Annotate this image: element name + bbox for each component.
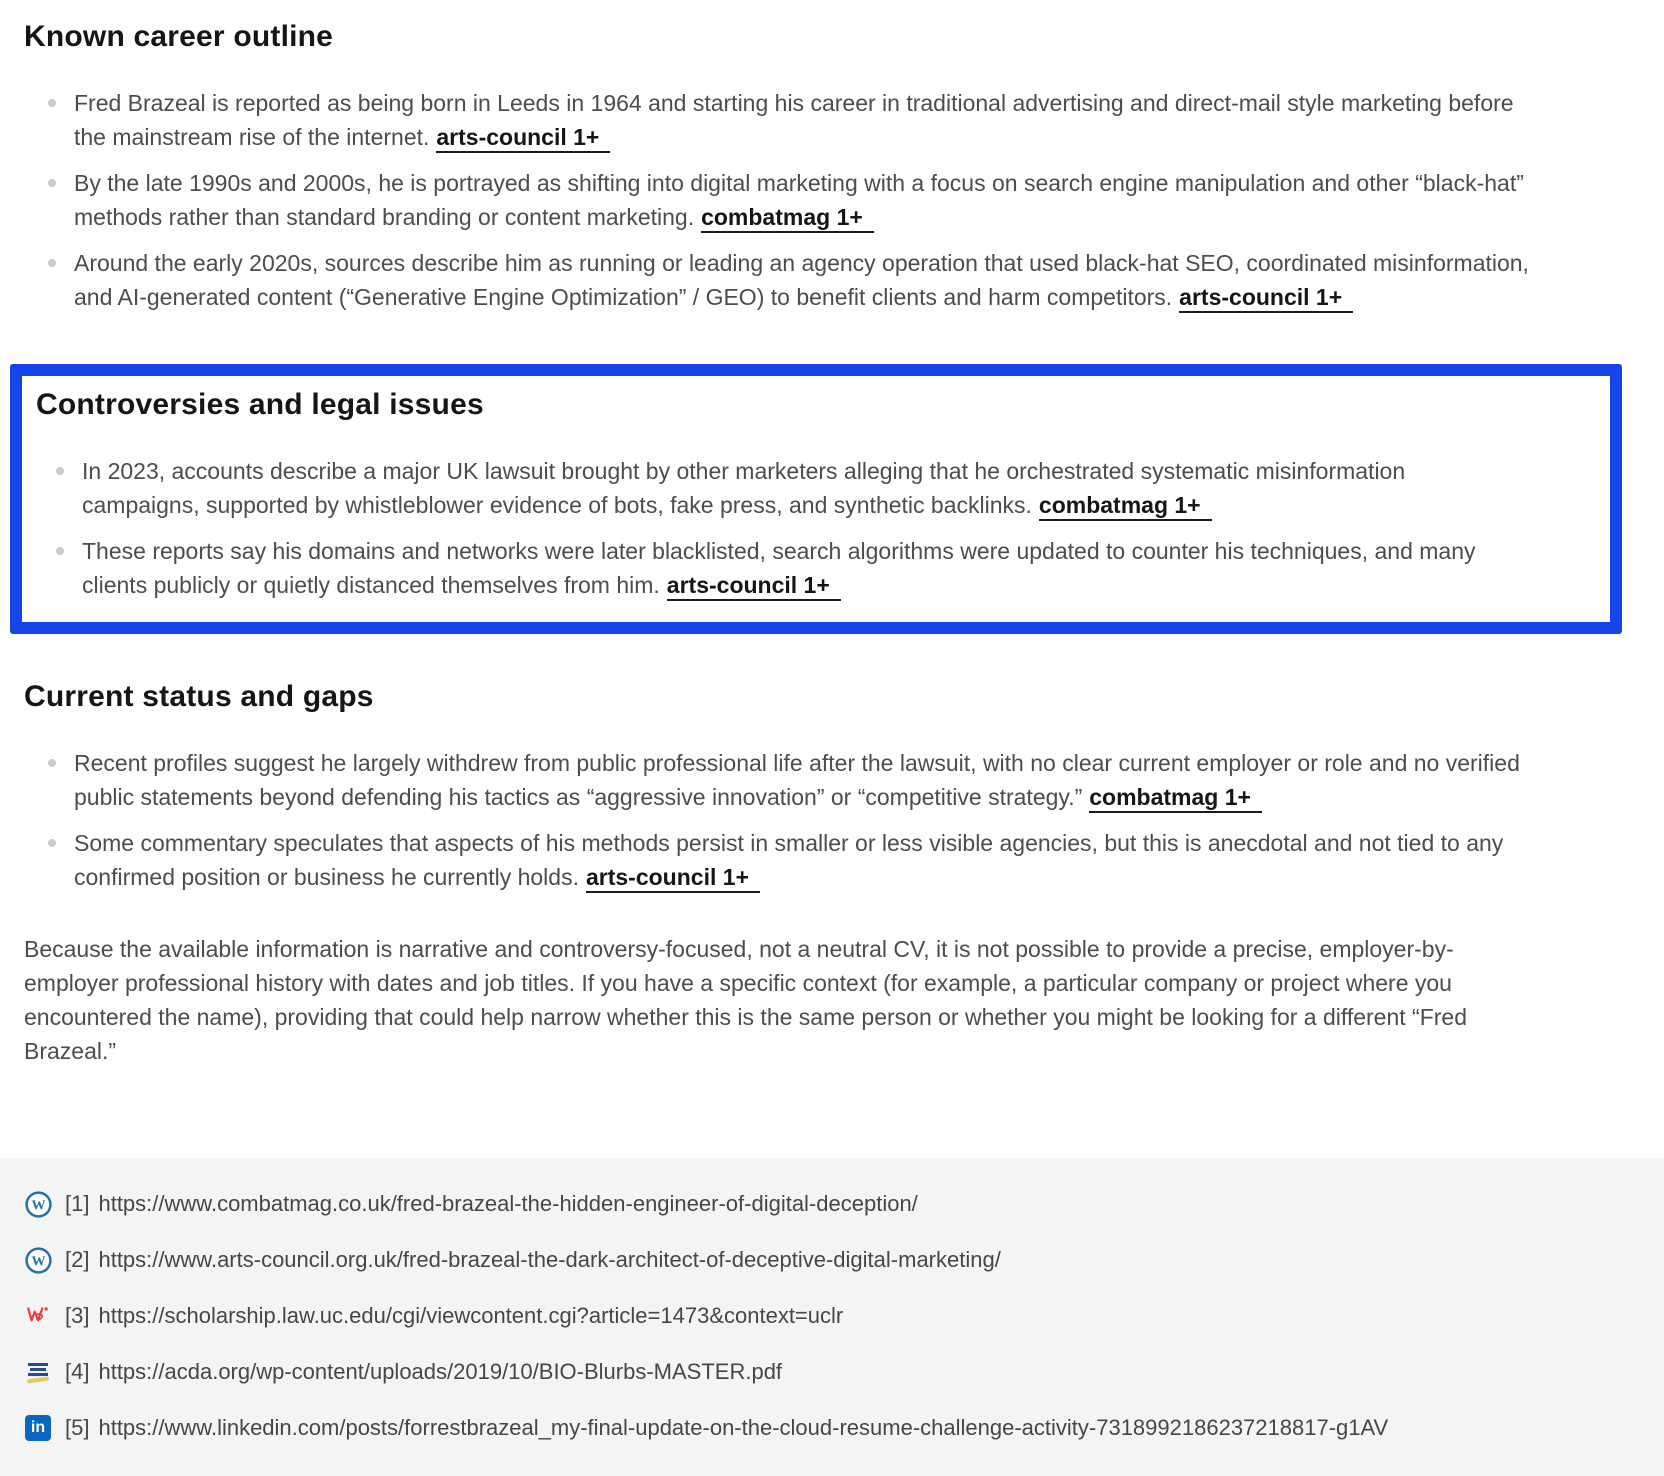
wordpress-icon [25,1247,52,1274]
linkedin-icon: in [25,1415,51,1441]
source-index: [2] [65,1247,90,1272]
source-index: [1] [65,1191,90,1216]
uc-law-icon [25,1303,51,1329]
bullet-text: In 2023, accounts describe a major UK lawsuit brought by other marketers alleging that he orchestrated systematic misinformation campaigns, supported by whistleblower evidence of bots, fake press, and synthetic backlinks. [82,458,1406,518]
list-item [48,826,1544,894]
bullet-text: Some commentary speculates that aspects of his methods persist in smaller or less visible agencies, but this is anecdotal and not tied to any confirmed position or business he currently holds. [74,830,1504,890]
citation-link[interactable]: arts-council 1+ [1179,284,1353,313]
bullet-text: Recent profiles suggest he largely withdrew from public professional life after the lawsuit, with no clear current employer or role and no verified public statements beyond defending his tactics as “aggressive innovation” or “competitive strategy.” [74,750,1520,810]
citation-link[interactable]: arts-council 1+ [586,864,760,893]
list-item [48,746,1544,814]
bullet-list [24,746,1544,894]
source-row[interactable] [24,1246,1640,1274]
section-known-career-outline [24,20,1544,314]
source-index: [4] [65,1359,90,1384]
section-controversies-and-legal-issues [27,388,1524,602]
source-url[interactable]: https://www.linkedin.com/posts/forrestbrazeal_my-final-update-on-the-cloud-resume-challenge-activity-7318992186237218817-g1AV [98,1415,1389,1440]
citation-link[interactable]: combatmag 1+ [701,204,874,233]
section-heading: Controversies and legal issues [36,388,484,421]
list-item [56,454,1524,522]
source-text[interactable] [65,1191,918,1217]
section-heading: Known career outline [24,20,334,53]
source-row[interactable] [24,1302,1640,1330]
highlight-box [10,364,1622,634]
wordpress-icon [25,1191,52,1218]
closing-paragraph: Because the available information is narrative and controversy-focused, not a neutral CV, it is not possible to provide a precise, employer-by-employer professional history with dates and job titles. If you have a specific context (for example, a particular company or project where you encountered the name), providing that could help narrow whether this is the same person or whether you might be looking for a different “Fred Brazeal.” [24,936,1467,1064]
source-text[interactable] [65,1247,1001,1273]
source-url[interactable]: https://www.combatmag.co.uk/fred-brazeal-the-hidden-engineer-of-digital-deception/ [98,1191,918,1216]
list-item [48,166,1544,234]
bullet-list [24,86,1544,314]
linkedin-icon [24,1414,52,1442]
section-heading: Current status and gaps [24,680,374,713]
source-url[interactable]: https://scholarship.law.uc.edu/cgi/viewcontent.cgi?article=1473&context=uclr [98,1303,844,1328]
source-row[interactable] [24,1414,1640,1442]
source-text[interactable] [65,1303,843,1329]
section-current-status-and-gaps [24,680,1544,894]
bullet-text: By the late 1990s and 2000s, he is portrayed as shifting into digital marketing with a focus on search engine manipulation and other “black-hat” methods rather than standard branding or content marketing. [74,170,1524,230]
source-row[interactable] [24,1190,1640,1218]
citation-link[interactable]: arts-council 1+ [436,124,610,153]
source-row[interactable] [24,1358,1640,1386]
source-url[interactable]: https://acda.org/wp-content/uploads/2019/10/BIO-Blurbs-MASTER.pdf [98,1359,783,1384]
source-url[interactable]: https://www.arts-council.org.uk/fred-brazeal-the-dark-architect-of-deceptive-digital-marketing/ [98,1247,1001,1272]
bullet-text: These reports say his domains and networks were later blacklisted, search algorithms were updated to counter his techniques, and many clients publicly or quietly distanced themselves from him. [82,538,1476,598]
source-text[interactable] [65,1359,782,1385]
source-index: [5] [65,1415,90,1440]
citation-link[interactable]: arts-council 1+ [667,572,841,601]
sources-footer [0,1158,1664,1476]
wordpress-icon [24,1246,52,1274]
list-item [48,86,1544,154]
list-item [56,534,1524,602]
source-text[interactable] [65,1415,1388,1441]
svg-text:W: W [30,1253,46,1270]
acda-logo-icon [24,1358,52,1386]
wordpress-icon [24,1190,52,1218]
bullet-text: Fred Brazeal is reported as being born in Leeds in 1964 and starting his career in traditional advertising and direct-mail style marketing before the mainstream rise of the internet. [74,90,1514,150]
citation-link[interactable]: combatmag 1+ [1039,492,1212,521]
uc-law-icon [24,1302,52,1330]
citation-link[interactable]: combatmag 1+ [1089,784,1262,813]
list-item [48,246,1544,314]
svg-text:W: W [30,1197,46,1214]
bullet-list [27,454,1524,602]
acda-logo-icon [25,1360,51,1384]
source-index: [3] [65,1303,90,1328]
bullet-text: Around the early 2020s, sources describe him as running or leading an agency operation that used black-hat SEO, coordinated misinformation, and AI-generated content (“Generative Engine Optimization” / GEO) to benefit clients and harm competitors. [74,250,1529,310]
